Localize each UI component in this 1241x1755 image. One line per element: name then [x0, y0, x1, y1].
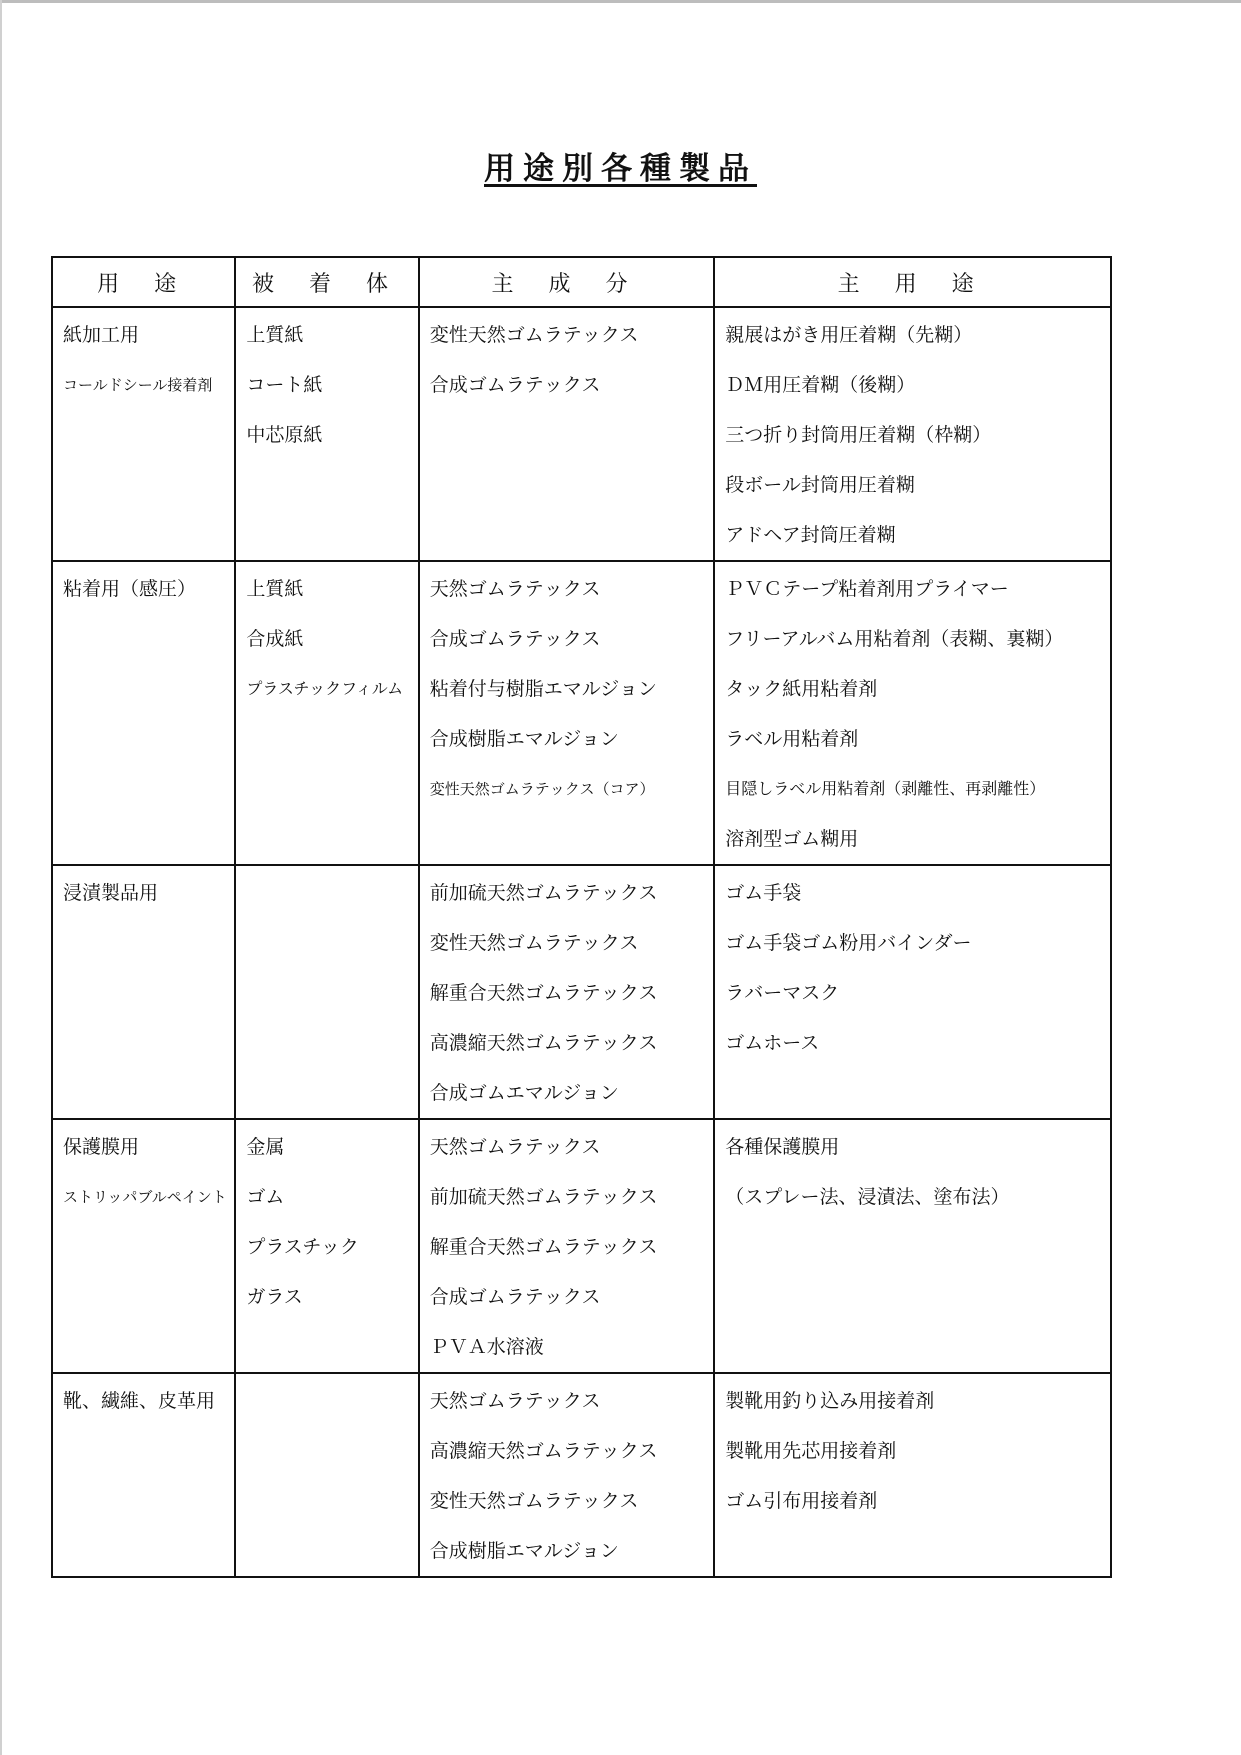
- component-item: ＰＶＡ水溶液: [429, 1336, 544, 1358]
- use-sublabel: ストリッパブルペイント: [63, 1188, 227, 1206]
- cell-component: [419, 307, 715, 561]
- application-item: ゴムホース: [725, 1032, 820, 1054]
- use-label: 保護膜用: [63, 1136, 140, 1158]
- component-item: 変性天然ゴムラテックス: [429, 932, 639, 954]
- substrate-item: コート紙: [246, 374, 323, 396]
- page-title: 用途別各種製品: [484, 151, 757, 187]
- component-item: 合成樹脂エマルジョン: [429, 1540, 619, 1562]
- cell-application: [714, 561, 1111, 865]
- application-item: 三つ折り封筒用圧着糊（枠糊）: [725, 424, 992, 446]
- table-body: [52, 307, 1111, 1577]
- application-item: 製靴用先芯用接着剤: [725, 1440, 897, 1462]
- use-label: 靴、繊維、皮革用: [63, 1390, 216, 1412]
- component-item: 前加硫天然ゴムラテックス: [429, 1186, 658, 1208]
- component-item: 変性天然ゴムラテックス（コア）: [429, 780, 655, 798]
- substrate-item: プラスチックフィルム: [246, 679, 404, 698]
- cell-substrate: [235, 1373, 418, 1577]
- component-item: 合成ゴムラテックス: [429, 374, 601, 396]
- header-substrate: 被 着 体: [235, 257, 418, 307]
- table-row: [52, 307, 1111, 561]
- cell-use: [52, 1373, 235, 1577]
- component-item: 前加硫天然ゴムラテックス: [429, 882, 658, 904]
- component-item: 合成ゴムラテックス: [429, 628, 601, 650]
- table-row: [52, 1119, 1111, 1373]
- application-item: （スプレー法、浸漬法、塗布法）: [725, 1186, 1010, 1208]
- application-item: アドヘア封筒圧着糊: [725, 524, 896, 546]
- table-row: [52, 865, 1111, 1119]
- application-item: 親展はがき用圧着糊（先糊）: [725, 324, 973, 346]
- application-item: 製靴用釣り込み用接着剤: [725, 1390, 935, 1412]
- cell-component: [419, 561, 715, 865]
- cell-substrate: [235, 865, 418, 1119]
- header-application: 主 用 途: [714, 257, 1111, 307]
- component-item: 高濃縮天然ゴムラテックス: [429, 1440, 658, 1462]
- cell-use: [52, 307, 235, 561]
- use-sublabel: コールドシール接着剤: [63, 376, 213, 394]
- substrate-item: 上質紙: [246, 578, 304, 600]
- application-item: 目隠しラベル用粘着剤（剥離性、再剥離性）: [725, 779, 1046, 798]
- application-item: ゴム引布用接着剤: [725, 1490, 878, 1512]
- table-row: [52, 561, 1111, 865]
- scan-edge-top: [0, 0, 1241, 3]
- component-item: 変性天然ゴムラテックス: [429, 324, 639, 346]
- application-item: フリーアルバム用粘着剤（表糊、裏糊）: [725, 628, 1064, 650]
- component-item: 高濃縮天然ゴムラテックス: [429, 1032, 658, 1054]
- cell-substrate: [235, 1119, 418, 1373]
- substrate-item: 上質紙: [246, 324, 304, 346]
- cell-use: [52, 561, 235, 865]
- application-item: ラバーマスク: [725, 982, 840, 1004]
- cell-application: [714, 1119, 1111, 1373]
- scan-edge-left: [0, 0, 2, 1755]
- application-item: ＤＭ用圧着糊（後糊）: [725, 374, 916, 396]
- component-item: 変性天然ゴムラテックス: [429, 1490, 639, 1512]
- cell-application: [714, 865, 1111, 1119]
- header-component: 主 成 分: [419, 257, 715, 307]
- component-item: 粘着付与樹脂エマルジョン: [429, 678, 657, 700]
- substrate-item: 合成紙: [246, 628, 304, 650]
- use-label: 浸漬製品用: [63, 882, 159, 904]
- application-item: タック紙用粘着剤: [725, 678, 878, 700]
- component-item: 天然ゴムラテックス: [429, 1136, 601, 1158]
- component-item: 合成ゴムラテックス: [429, 1286, 601, 1308]
- application-item: 各種保護膜用: [725, 1136, 840, 1158]
- product-table: [51, 256, 1112, 1578]
- cell-use: [52, 1119, 235, 1373]
- component-item: 天然ゴムラテックス: [429, 578, 601, 600]
- application-item: ゴム手袋: [725, 882, 802, 904]
- substrate-item: 中芯原紙: [246, 424, 323, 446]
- use-label: 粘着用（感圧）: [63, 578, 197, 600]
- component-item: 合成ゴムエマルジョン: [429, 1082, 619, 1104]
- cell-application: [714, 307, 1111, 561]
- table-row: [52, 1373, 1111, 1577]
- component-item: 天然ゴムラテックス: [429, 1390, 601, 1412]
- component-item: 解重合天然ゴムラテックス: [429, 982, 658, 1004]
- cell-component: [419, 1119, 715, 1373]
- application-item: 段ボール封筒用圧着糊: [725, 474, 915, 496]
- application-item: ＰＶＣテープ粘着剤用プライマー: [725, 578, 1009, 600]
- cell-component: [419, 1373, 715, 1577]
- application-item: ラベル用粘着剤: [725, 728, 859, 750]
- cell-component: [419, 865, 715, 1119]
- application-item: 溶剤型ゴム糊用: [725, 828, 859, 850]
- substrate-item: ガラス: [246, 1286, 303, 1308]
- substrate-item: 金属: [246, 1136, 285, 1158]
- use-label: 紙加工用: [63, 324, 140, 346]
- application-item: ゴム手袋ゴム粉用バインダー: [725, 932, 972, 954]
- cell-application: [714, 1373, 1111, 1577]
- substrate-item: プラスチック: [246, 1236, 359, 1258]
- cell-substrate: [235, 561, 418, 865]
- cell-substrate: [235, 307, 418, 561]
- header-use: 用 途: [52, 257, 235, 307]
- component-item: 解重合天然ゴムラテックス: [429, 1236, 658, 1258]
- table-header-row: [52, 257, 1111, 307]
- cell-use: [52, 865, 235, 1119]
- substrate-item: ゴム: [246, 1186, 285, 1208]
- component-item: 合成樹脂エマルジョン: [429, 728, 619, 750]
